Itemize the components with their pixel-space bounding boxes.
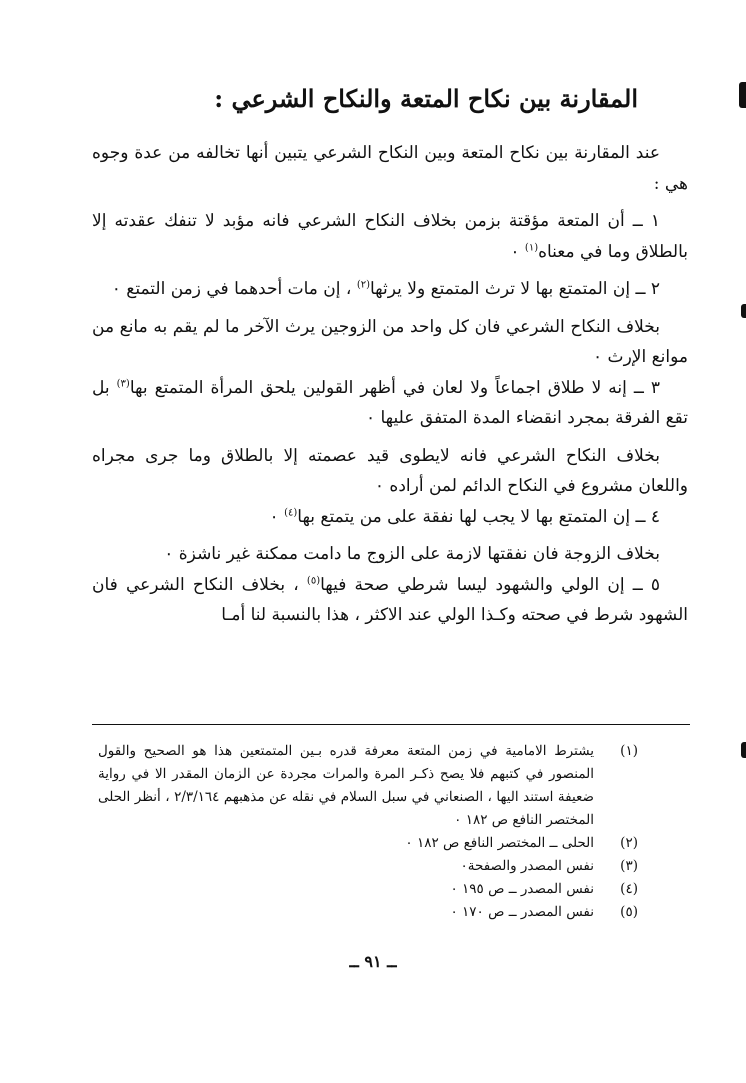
footnote-text: الحلى ــ المختصر النافع ص ١٨٢ ٠ — [405, 835, 594, 851]
footnote-ref[interactable]: (٢) — [356, 279, 370, 291]
footnote-3 — [98, 855, 638, 878]
paragraph-point-2 — [92, 274, 688, 305]
paragraph-tail: ٠ — [510, 241, 525, 262]
footnote-5 — [98, 901, 638, 924]
paragraph-tail: ، بخلاف النكاح الشرعي فان الشهود شرط في صحته وكـذا الولي عند الاكثر ، هذا بالنسبة لنا أمـا — [92, 574, 688, 625]
footnote-ref[interactable]: (١) — [524, 241, 539, 253]
paragraph-point-4 — [92, 502, 688, 533]
footnote-text: نفس المصدر والصفحة٠ — [460, 858, 594, 874]
paragraph-tail: ٠ — [269, 506, 285, 527]
paragraph-text: ١ ــ أن المتعة مؤقتة بزمن بخلاف النكاح الشرعي فانه مؤبد لا تنفك عقدته إلا بالطلاق وما في معناه — [92, 211, 688, 262]
footnote-number: (١) — [620, 743, 638, 759]
footnote-number: (٥) — [620, 904, 638, 920]
paragraph-text: ٥ ــ إن الولي والشهود ليسا شرطي صحة فيها — [320, 574, 660, 595]
footnote-ref[interactable]: (٤) — [284, 506, 298, 518]
footnote-1 — [98, 740, 638, 832]
paragraph-contrast-4 — [92, 539, 688, 570]
scan-edge-mark — [739, 82, 746, 108]
paragraph-text: بخلاف النكاح الشرعي فانه لايطوى قيد عصمته إلا بالطلاق وما جرى مجراه واللعان مشروع في النكاح الدائم لمن أراده ٠ — [92, 445, 688, 496]
paragraph-point-3 — [92, 373, 688, 434]
paragraph-contrast-2 — [92, 312, 688, 373]
footnote-text: نفس المصدر ــ ص ١٧٠ ٠ — [450, 904, 594, 920]
scan-edge-mark — [741, 304, 746, 318]
section-title: المقارنة بين نكاح المتعة والنكاح الشرعي : — [214, 84, 638, 113]
paragraph-text: ٢ ــ إن المتمتع بها لا ترث المتمتع ولا يرثها — [370, 279, 660, 299]
paragraph-text: بخلاف النكاح الشرعي فان كل واحد من الزوجين يرث الآخر ما لم يقم به مانع من موانع الإرث ٠ — [92, 316, 688, 367]
footnote-ref[interactable]: (٣) — [116, 377, 130, 389]
paragraph-tail: ، إن مات أحدهما في زمن التمتع ٠ — [111, 279, 357, 299]
paragraph-point-1 — [92, 206, 688, 267]
footnote-number: (٣) — [620, 858, 638, 874]
paragraph-point-5 — [92, 570, 688, 631]
footnote-2 — [98, 832, 638, 855]
body-text — [92, 138, 688, 631]
paragraph-tail: بل تقع الفرقة بمجرد انقضاء المدة المتفق عليها ٠ — [92, 377, 688, 428]
footnote-ref[interactable]: (٥) — [306, 574, 321, 586]
footnote-text: نفس المصدر ــ ص ١٩٥ ٠ — [450, 881, 594, 897]
footnotes — [98, 740, 638, 924]
footnote-number: (٤) — [620, 881, 638, 897]
footnote-text: يشترط الامامية في زمن المتعة معرفة قدره بـين المتمتعين هذا هو الصحيح والقول المنصور في كتبهم فلا يصح ذكـر المرة والمرات مجردة عن الزمان المقدر الا في رواية ضعيفة استند اليها ، الصنعاني في سبل السلام في نقله عن مذهبهم ٢/٣/١٦٤ ، أنظر الحلى المختصر النافع ص ١٨٢ ٠ — [98, 743, 594, 828]
paragraph-text: عند المقارنة بين نكاح المتعة وبين النكاح الشرعي يتبين أنها تخالفه من عدة وجوه هي : — [92, 143, 688, 194]
footnote-4 — [98, 878, 638, 901]
paragraph-text: بخلاف الزوجة فان نفقتها لازمة على الزوج ما دامت ممكنة غير ناشزة ٠ — [164, 544, 660, 564]
footnote-divider — [92, 724, 690, 725]
scan-edge-mark — [741, 742, 746, 758]
footnote-number: (٢) — [620, 835, 638, 851]
paragraph-text: ٣ ــ إنه لا طلاق اجماعاً ولا لعان في أظهر القولين يلحق المرأة المتمتع بها — [129, 377, 661, 398]
paragraph-text: ٤ ــ إن المتمتع بها لا يجب لها نفقة على من يتمتع بها — [297, 506, 660, 527]
paragraph-intro — [92, 138, 688, 199]
page-number: ــ ٩١ ــ — [349, 952, 397, 971]
paragraph-contrast-3 — [92, 441, 688, 502]
